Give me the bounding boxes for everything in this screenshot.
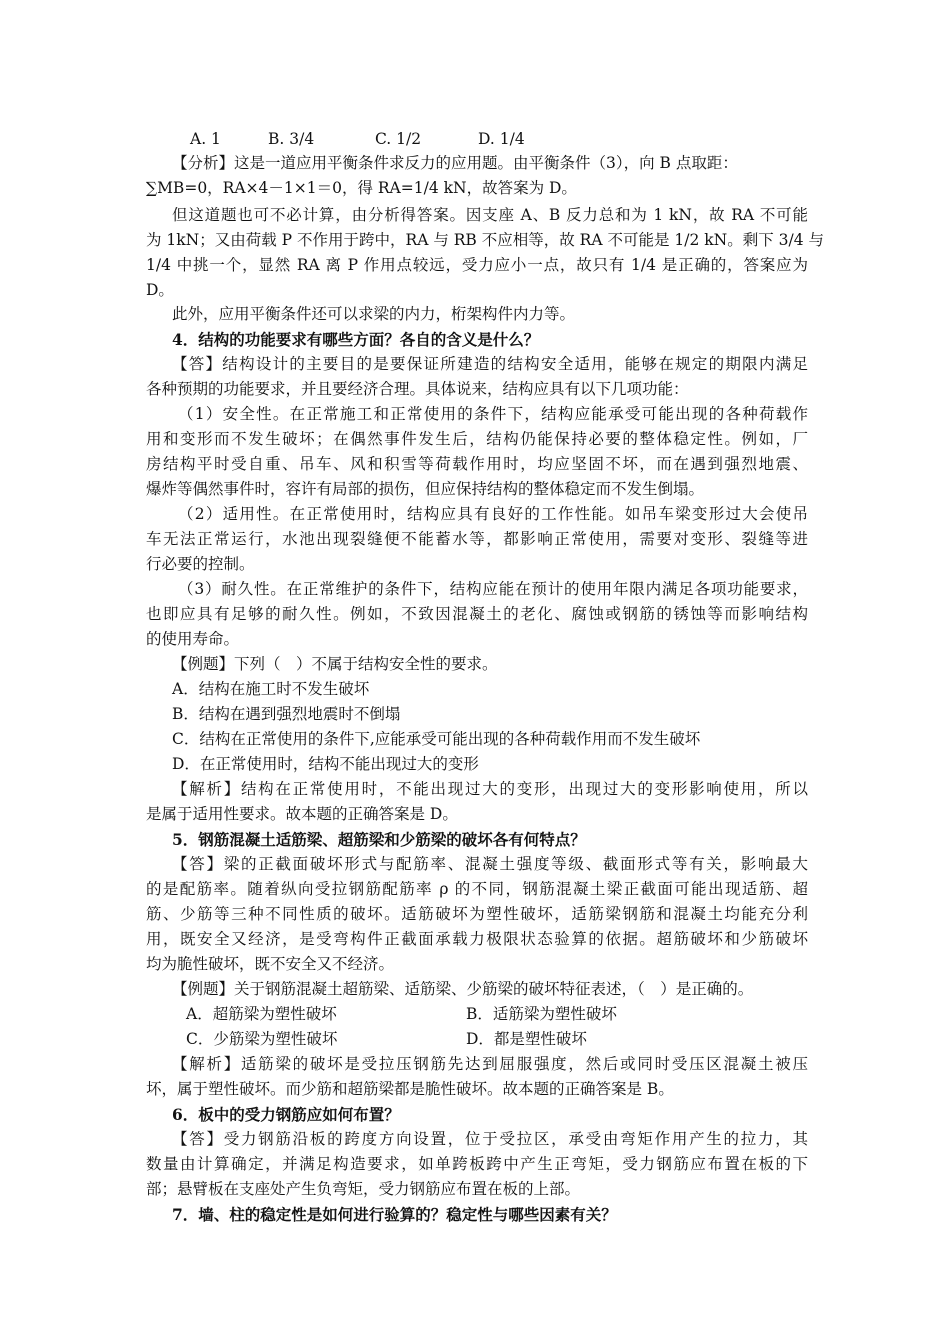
answer-line: 车无法正常运行，水池出现裂缝便不能蓄水等，都影响正常使用，需要对变形、裂缝等进 (146, 530, 808, 548)
example-option-c: C．少筋梁为塑性破坏 (186, 1030, 338, 1048)
answer-line: 爆炸等偶然事件时，容许有局部的损伤，但应保持结构的整体稳定而不发生倒塌。 (146, 480, 705, 498)
example-option-b: B．结构在遇到强烈地震时不倒塌 (172, 705, 401, 723)
analysis-line: 为 1kN；又由荷载 P 不作用于跨中，RA 与 RB 不应相等，故 RA 不可能是 1/2 kN。剩下 3/4 与 (146, 231, 825, 249)
answer-line: 的使用寿命。 (146, 630, 240, 648)
explanation-line: 坏，属于塑性破坏。而少筋和超筋梁都是脆性破坏。故本题的正确答案是 B。 (146, 1080, 674, 1098)
example-question: 【例题】下列（ ）不属于结构安全性的要求。 (172, 655, 498, 673)
answer-line: （1）安全性。在正常施工和正常使用的条件下，结构应能承受可能出现的各种荷载作 (178, 405, 808, 423)
question-4-title: 4．结构的功能要求有哪些方面？各自的含义是什么？ (172, 330, 540, 349)
answer-line: 筋、少筋等三种不同性质的破坏。适筋破坏为塑性破坏，适筋梁钢筋和混凝土均能充分利 (146, 905, 808, 923)
answer-line: （3）耐久性。在正常维护的条件下，结构应能在预计的使用年限内满足各项功能要求， (178, 580, 808, 598)
answer-line: 均为脆性破坏，既不安全又不经济。 (146, 955, 395, 973)
answer-line: 部；悬臂板在支座处产生负弯矩，受力钢筋应布置在板的上部。 (146, 1180, 581, 1198)
answer-line: 也即应具有足够的耐久性。例如，不致因混凝土的老化、腐蚀或钢筋的锈蚀等而影响结构 (146, 605, 808, 623)
answer-line: 【答】结构设计的主要目的是要保证所建造的结构安全适用，能够在规定的期限内满足 (172, 355, 808, 373)
answer-line: 【答】受力钢筋沿板的跨度方向设置，位于受拉区，承受由弯矩作用产生的拉力，其 (172, 1130, 808, 1148)
example-option-d: D．在正常使用时，结构不能出现过大的变形 (172, 755, 479, 773)
analysis-line: ∑MB=0，RA×4－1×1＝0，得 RA=1/4 kN，故答案为 D。 (146, 179, 577, 197)
answer-line: 的是配筋率。随着纵向受拉钢筋配筋率 ρ 的不同，钢筋混凝土梁正截面可能出现适筋、超 (146, 880, 808, 898)
analysis-line: 1/4 中挑一个，显然 RA 离 P 作用点较远，受力应小一点，故只有 1/4 是正确的，答案应为 (146, 256, 808, 274)
answer-line: 用和变形而不发生破坏；在偶然事件发生后，结构仍能保持必要的整体稳定性。例如，厂 (146, 430, 808, 448)
option-c: C. 1/2 (375, 130, 422, 148)
option-d: D. 1/4 (478, 130, 525, 148)
answer-line: （2）适用性。在正常使用时，结构应具有良好的工作性能。如吊车梁变形过大会使吊 (178, 505, 808, 523)
analysis-line: D。 (146, 281, 174, 299)
explanation-line: 是属于适用性要求。故本题的正确答案是 D。 (146, 805, 458, 823)
example-option-d: D．都是塑性破坏 (466, 1030, 587, 1048)
answer-line: 【答】梁的正截面破坏形式与配筋率、混凝土强度等级、截面形式等有关，影响最大 (172, 855, 808, 873)
answer-line: 各种预期的功能要求，并且要经济合理。具体说来，结构应具有以下几项功能： (146, 380, 689, 398)
question-7-title: 7．墙、柱的稳定性是如何进行验算的？稳定性与哪些因素有关？ (172, 1205, 617, 1224)
analysis-line: 【分析】这是一道应用平衡条件求反力的应用题。由平衡条件（3），向 B 点取距： (172, 154, 738, 172)
option-b: B. 3/4 (268, 130, 315, 148)
analysis-line: 此外，应用平衡条件还可以求梁的内力，桁架构件内力等。 (172, 305, 576, 323)
answer-line: 房结构平时受自重、吊车、风和积雪等荷载作用时，均应坚固不坏，而在遇到强烈地震、 (146, 455, 808, 473)
question-6-title: 6．板中的受力钢筋应如何布置？ (172, 1105, 400, 1124)
answer-line: 数量由计算确定，并满足构造要求，如单跨板跨中产生正弯矩，受力钢筋应布置在板的下 (146, 1155, 808, 1173)
explanation-line: 【解析】适筋梁的破坏是受拉压钢筋先达到屈服强度，然后或同时受压区混凝土被压 (172, 1055, 808, 1073)
example-option-a: A．结构在施工时不发生破坏 (172, 680, 370, 698)
example-question: 【例题】关于钢筋混凝土超筋梁、适筋梁、少筋梁的破坏特征表述，（ ）是正确的。 (172, 980, 754, 998)
example-option-a: A．超筋梁为塑性破坏 (186, 1005, 337, 1023)
answer-line: 行必要的控制。 (146, 555, 255, 573)
example-option-b: B．适筋梁为塑性破坏 (466, 1005, 617, 1023)
question-5-title: 5．钢筋混凝土适筋梁、超筋梁和少筋梁的破坏各有何特点？ (172, 830, 586, 849)
explanation-line: 【解析】结构在正常使用时，不能出现过大的变形，出现过大的变形影响使用，所以 (172, 780, 808, 798)
answer-line: 用，既安全又经济，是受弯构件正截面承载力极限状态验算的依据。超筋破坏和少筋破坏 (146, 930, 808, 948)
analysis-line: 但这道题也可不必计算，由分析得答案。因支座 A、B 反力总和为 1 kN，故 RA 不可能 (172, 206, 808, 224)
option-a: A. 1 (190, 130, 221, 148)
example-option-c: C．结构在正常使用的条件下,应能承受可能出现的各种荷载作用而不发生破坏 (172, 730, 701, 748)
